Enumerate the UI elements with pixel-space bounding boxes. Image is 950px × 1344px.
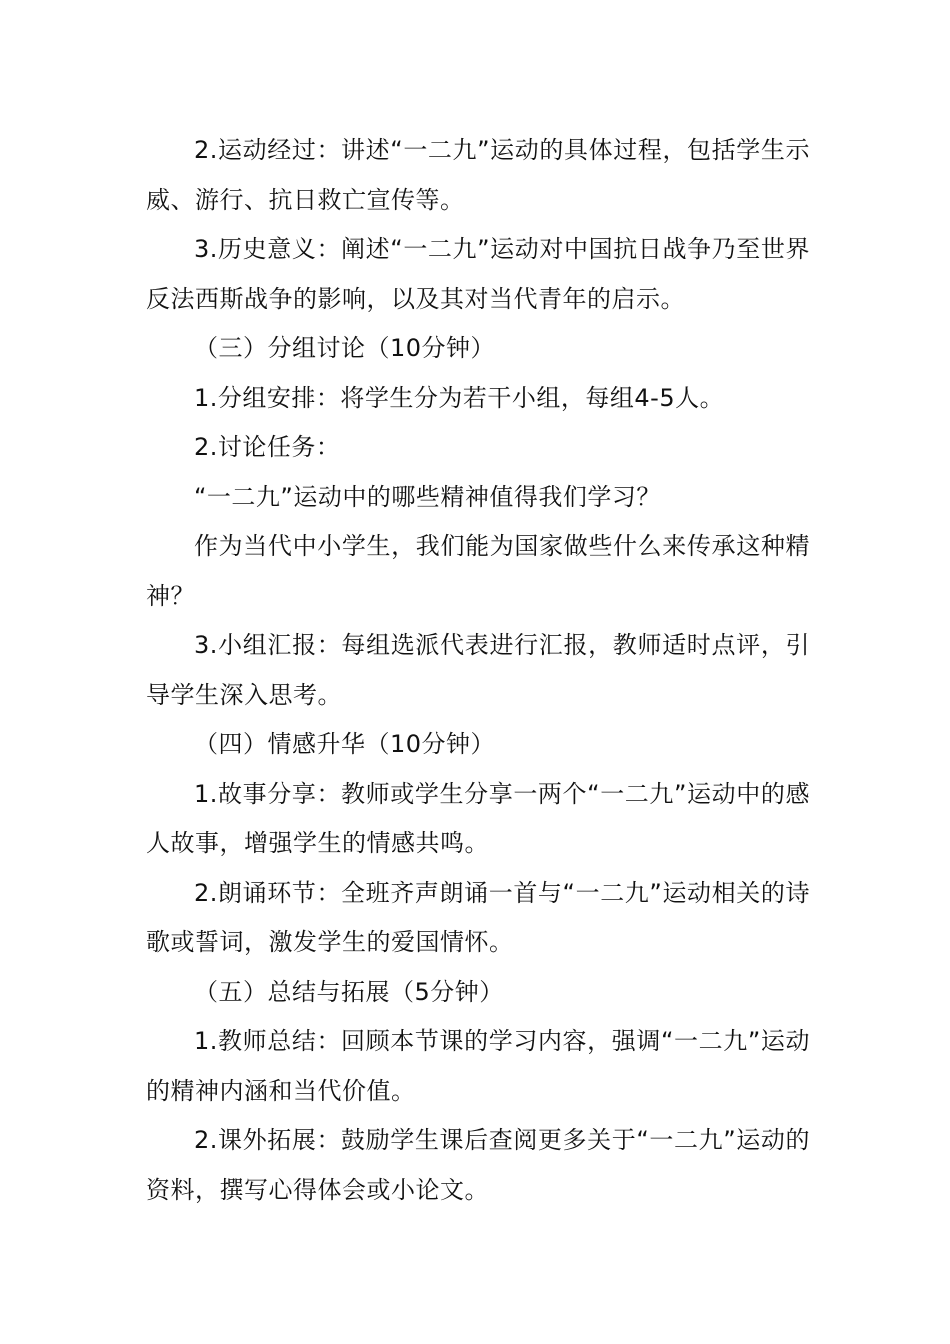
section-heading-summary-extension: （五）总结与拓展（5分钟）: [194, 977, 504, 1006]
paragraph-story-sharing: 1.故事分享：教师或学生分享一两个“一二九”运动中的感人故事，增强学生的情感共鸣。: [146, 779, 810, 857]
paragraph-question-spirit: “一二九”运动中的哪些精神值得我们学习？: [194, 482, 661, 511]
paragraph-movement-process: 2.运动经过：讲述“一二九”运动的具体过程，包括学生示威、游行、抗日救亡宣传等。: [146, 136, 810, 214]
paragraph-group-arrangement: 1.分组安排：将学生分为若干小组，每组4-5人。: [194, 383, 725, 412]
paragraph-historical-significance: 3.历史意义：阐述“一二九”运动对中国抗日战争乃至世界反法西斯战争的影响，以及其对当代青年的启示。: [146, 235, 810, 313]
paragraph-recitation: 2.朗诵环节：全班齐声朗诵一首与“一二九”运动相关的诗歌或誓词，激发学生的爱国情怀。: [146, 878, 810, 956]
paragraph-teacher-summary: 1.教师总结：回顾本节课的学习内容，强调“一二九”运动的精神内涵和当代价值。: [146, 1027, 810, 1105]
paragraph-extracurricular-extension: 2.课外拓展：鼓励学生课后查阅更多关于“一二九”运动的资料，撰写心得体会或小论文。: [146, 1126, 810, 1204]
document-body: [146, 126, 810, 1215]
section-heading-emotional-sublimation: （四）情感升华（10分钟）: [194, 730, 496, 758]
paragraph-group-report: 3.小组汇报：每组选派代表进行汇报，教师适时点评，引导学生深入思考。: [146, 631, 810, 709]
paragraph-discussion-task: 2.讨论任务：: [194, 433, 341, 461]
section-heading-group-discussion: （三）分组讨论（10分钟）: [194, 334, 496, 362]
paragraph-question-inherit: 作为当代中小学生，我们能为国家做些什么来传承这种精神？: [146, 532, 810, 610]
